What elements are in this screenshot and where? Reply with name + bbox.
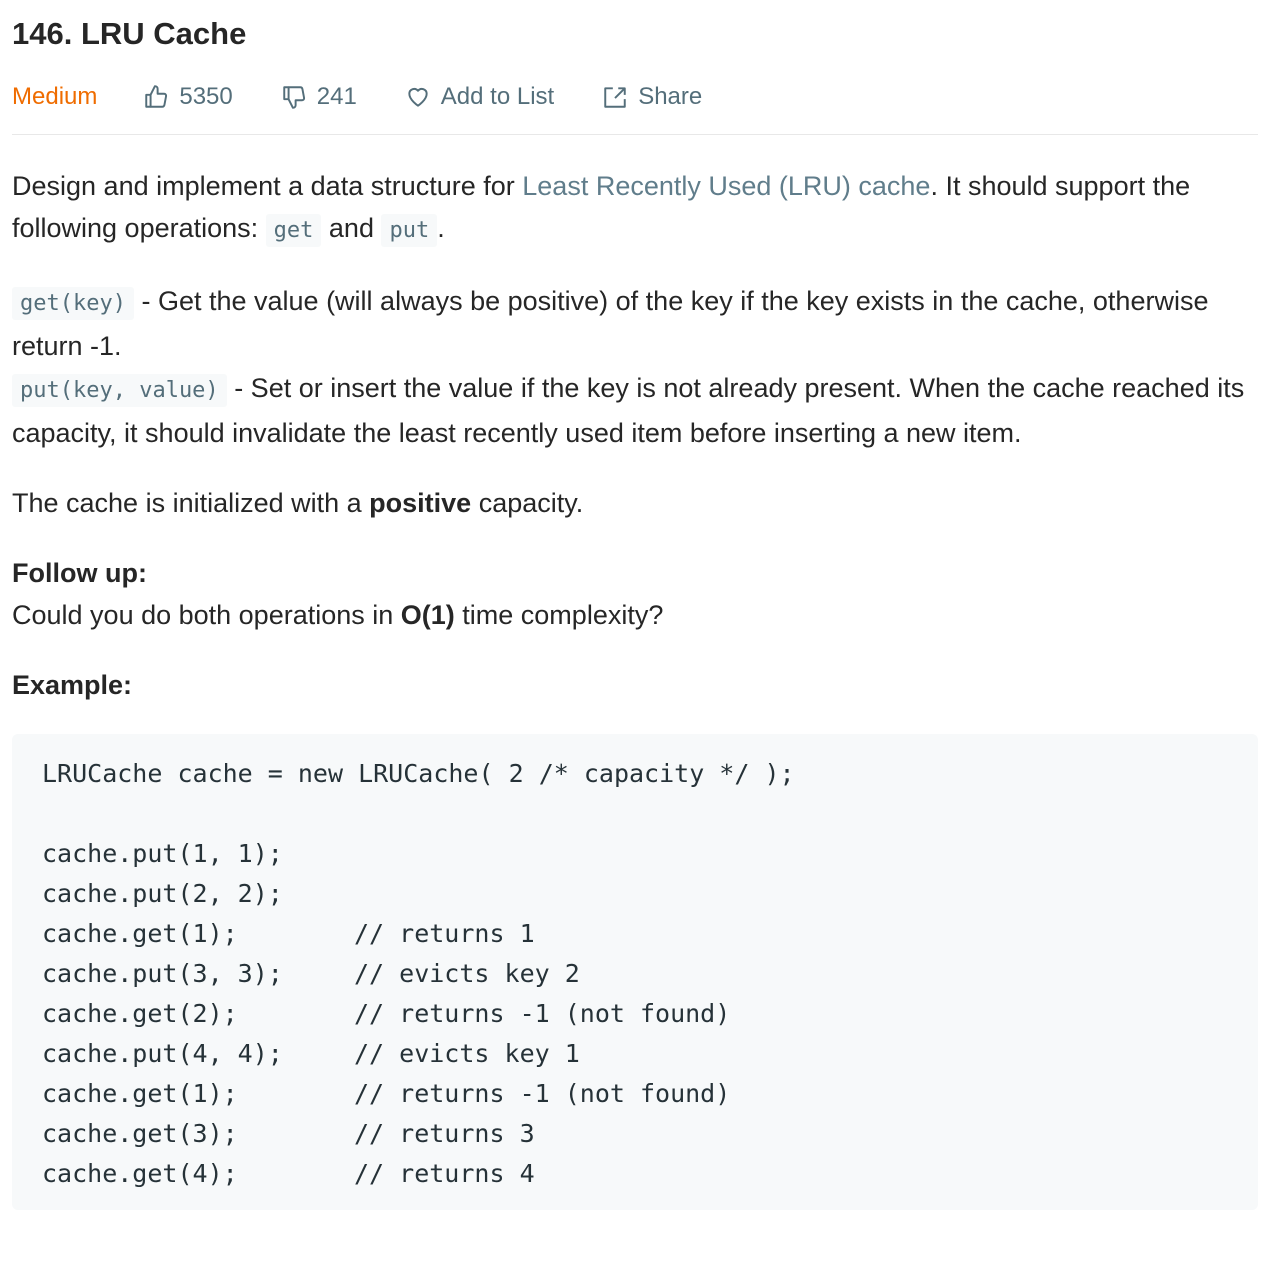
like-button[interactable] (143, 83, 232, 111)
followup-text-end: time complexity? (454, 600, 664, 630)
init-paragraph (12, 482, 1258, 524)
put-op-code: put (381, 214, 437, 247)
code-comment: // returns -1 (not found) (354, 999, 731, 1028)
code-line (42, 1074, 1228, 1114)
intro-paragraph (12, 165, 1258, 252)
followup-paragraph (12, 594, 1258, 636)
code-statement: cache.put(1, 1); (42, 839, 283, 868)
get-signature-code: get(key) (12, 287, 134, 320)
code-line (42, 834, 1228, 874)
period-text: . (437, 213, 445, 243)
code-statement: cache.get(1); (42, 919, 238, 948)
code-comment: // returns 3 (354, 1119, 535, 1148)
code-comment: // evicts key 1 (354, 1039, 580, 1068)
dislike-count: 241 (316, 83, 357, 110)
put-description (12, 367, 1258, 454)
init-bold: positive (369, 488, 472, 518)
share-button[interactable] (602, 83, 702, 111)
code-lines (42, 834, 1228, 1194)
share-label: Share (638, 83, 703, 110)
get-description (12, 280, 1258, 367)
code-comment: // returns -1 (not found) (354, 1079, 731, 1108)
thumbs-down-icon (281, 84, 307, 110)
share-icon (602, 84, 628, 110)
intro-text-cont: . It should support the following operations: (12, 171, 1191, 243)
put-signature-code: put(key, value) (12, 374, 227, 407)
code-statement: cache.put(2, 2); (42, 879, 283, 908)
problem-title: 146. LRU Cache (12, 16, 247, 51)
code-blank-line (42, 794, 1228, 834)
followup-bold: O(1) (400, 600, 455, 630)
code-line (42, 954, 1228, 994)
heart-icon (405, 84, 431, 110)
code-statement: cache.put(4, 4); (42, 1039, 283, 1068)
code-statement: cache.get(2); (42, 999, 238, 1028)
code-statement: cache.put(3, 3); (42, 959, 283, 988)
code-line-first: LRUCache cache = new LRUCache( 2 /* capacity */ ); (42, 759, 795, 788)
problem-description (12, 165, 1258, 706)
put-text: - Set or insert the value if the key is not already present. When the cache reached its capacity, it should invalidate the least recently used item before inserting a new item. (12, 373, 1245, 448)
add-to-list-button[interactable] (405, 83, 554, 111)
code-statement: cache.get(4); (42, 1159, 238, 1188)
dislike-button[interactable] (281, 83, 357, 111)
code-comment: // evicts key 2 (354, 959, 580, 988)
code-line (42, 914, 1228, 954)
code-line (42, 874, 1228, 914)
and-text: and (321, 213, 382, 243)
like-count: 5350 (179, 83, 233, 110)
init-text: The cache is initialized with a (12, 488, 370, 518)
init-text-end: capacity. (471, 488, 584, 518)
problem-meta-bar (12, 74, 1258, 135)
get-op-code: get (266, 214, 322, 247)
followup-text: Could you do both operations in (12, 600, 401, 630)
code-line (42, 1154, 1228, 1194)
code-comment: // returns 4 (354, 1159, 535, 1188)
difficulty-label: Medium (12, 83, 98, 110)
code-statement: cache.get(1); (42, 1079, 238, 1108)
get-text: - Get the value (will always be positive) of the key if the key exists in the cache, otherwise return -1. (12, 286, 1209, 361)
code-statement: cache.get(3); (42, 1119, 238, 1148)
thumbs-up-icon (143, 84, 169, 110)
code-line (42, 1114, 1228, 1154)
code-line (42, 1034, 1228, 1074)
code-comment: // returns 1 (354, 919, 535, 948)
intro-text: Design and implement a data structure for (12, 171, 523, 201)
lru-link[interactable]: Least Recently Used (LRU) cache (522, 171, 931, 201)
code-line (42, 994, 1228, 1034)
add-to-list-label: Add to List (440, 83, 555, 110)
example-code-block (12, 734, 1258, 1210)
followup-heading: Follow up: (12, 558, 147, 588)
example-heading: Example: (12, 670, 133, 700)
